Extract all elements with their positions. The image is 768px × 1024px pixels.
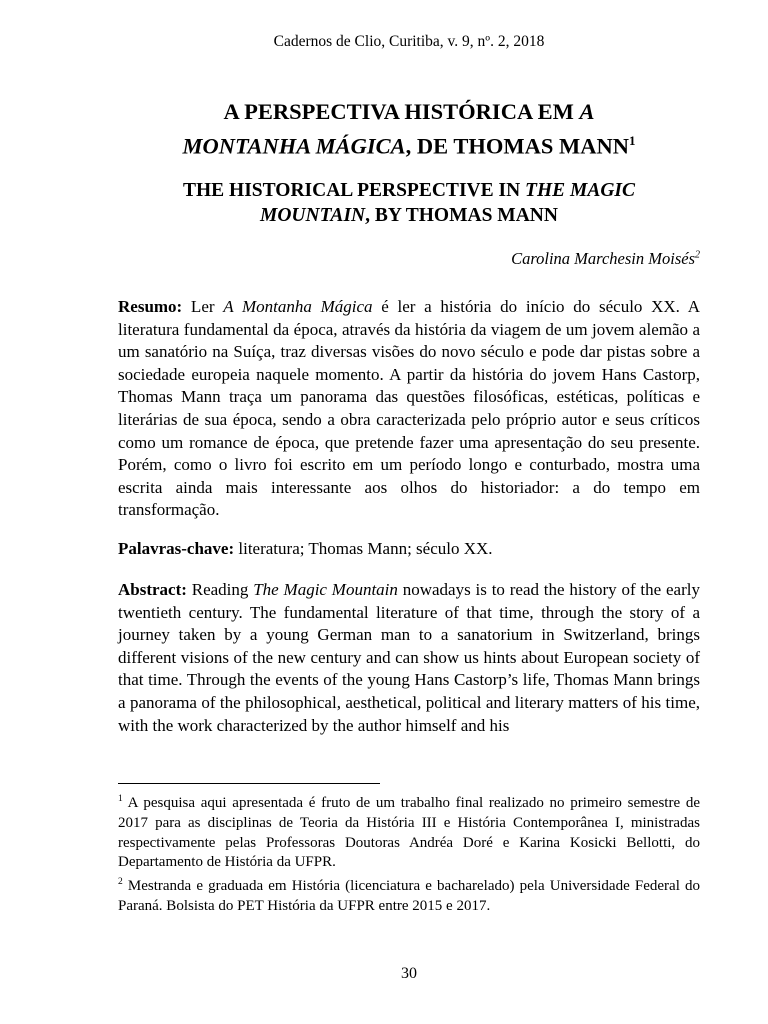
article-title-en (118, 178, 700, 228)
footnote-2-mark: 2 (118, 877, 123, 888)
keywords-label: Palavras-chave: (118, 539, 235, 558)
abstract-book-title: The Magic Mountain (253, 580, 398, 599)
resumo-text: é ler a história do início do século XX. A literatura fundamental da época, através da história da viagem de um jovem alemão a um sanatório na Suíça, traz diversas visões do novo século e pode dar pistas sobre a sociedade europeia naquele momento. A partir da história do jovem Hans Castorp, Thomas Mann traça um panorama das questões filosóficas, estéticas, políticas e literárias de sua época, sendo a obra caracterizada pelo próprio autor e seus críticos como um romance de época, que pretende fazer uma apresentação do seu presente. Porém, como o livro foi escrito em um período longo e conturbado, mostra uma escrita ainda mais interessante aos olhos do historiador: a do tempo em transformação. (118, 297, 700, 520)
title-pt-part1: A PERSPECTIVA HISTÓRICA EM (223, 99, 580, 124)
title-footnote-mark: 1 (629, 133, 636, 148)
title-pt-italic2: MONTANHA MÁGICA (182, 133, 406, 159)
footnote-1-mark: 1 (118, 794, 123, 804)
page-number: 30 (401, 965, 417, 982)
keywords-paragraph (118, 538, 700, 561)
abstract-label: Abstract: (118, 580, 187, 599)
footnote-2 (118, 873, 700, 917)
footnote-1-text: A pesquisa aqui apresentada é fruto de um trabalho final realizado no primeiro semestre de 2017 para as disciplinas de Teoria da História III e História Contemporânea I, ministradas respectivamente pelas Professoras Doutoras Andréa Doré e Karina Kosicki Bellotti, do Departamento de História da UFPR. (118, 795, 700, 871)
author-name: Carolina Marchesin Moisés (511, 249, 695, 268)
resumo-label: Resumo: (118, 297, 183, 316)
title-en-italic2: MOUNTAIN (260, 205, 366, 226)
title-pt-part2: , DE THOMAS MANN (405, 133, 630, 159)
author-footnote-mark: 2 (695, 249, 700, 261)
resumo-pre: Ler (182, 297, 224, 316)
article-title-pt (118, 97, 700, 161)
resumo-book-title: A Montanha Mágica (223, 297, 373, 316)
abstract-paragraph (118, 579, 700, 737)
footnote-2-text: Mestranda e graduada em História (licenciatura e bacharelado) pela Universidade Federal do Paraná. Bolsista do PET História da UFPR entre 2015 e 2017. (118, 878, 700, 914)
abstract-text: nowadays is to read the history of the early twentieth century. The fundamental literature of that time, through the story of a journey taken by a young German man to a sanatorium in Switzerland, brings different visions of the new century and can show us hints about European society of that time. Through the events of the young Hans Castorp’s life, Thomas Mann brings a panorama of the philosophical, aesthetical, political and literary matters of his time, with the work characterized by the author himself and his (118, 580, 700, 735)
keywords-text: literatura; Thomas Mann; século XX. (234, 539, 493, 558)
title-en-italic1: THE MAGIC (525, 180, 636, 201)
footnote-1 (118, 790, 700, 873)
title-pt-italic1: A (579, 99, 595, 124)
title-en-part2: , BY THOMAS MANN (365, 205, 558, 226)
title-en-part1: THE HISTORICAL PERSPECTIVE IN (182, 180, 526, 201)
author-line (511, 249, 700, 269)
abstract-pre: Reading (186, 580, 254, 599)
resumo-paragraph (118, 296, 700, 522)
running-head: Cadernos de Clio, Curitiba, v. 9, nº. 2, 2018 (273, 33, 545, 50)
footnote-divider (118, 783, 380, 784)
footnotes (118, 790, 700, 917)
